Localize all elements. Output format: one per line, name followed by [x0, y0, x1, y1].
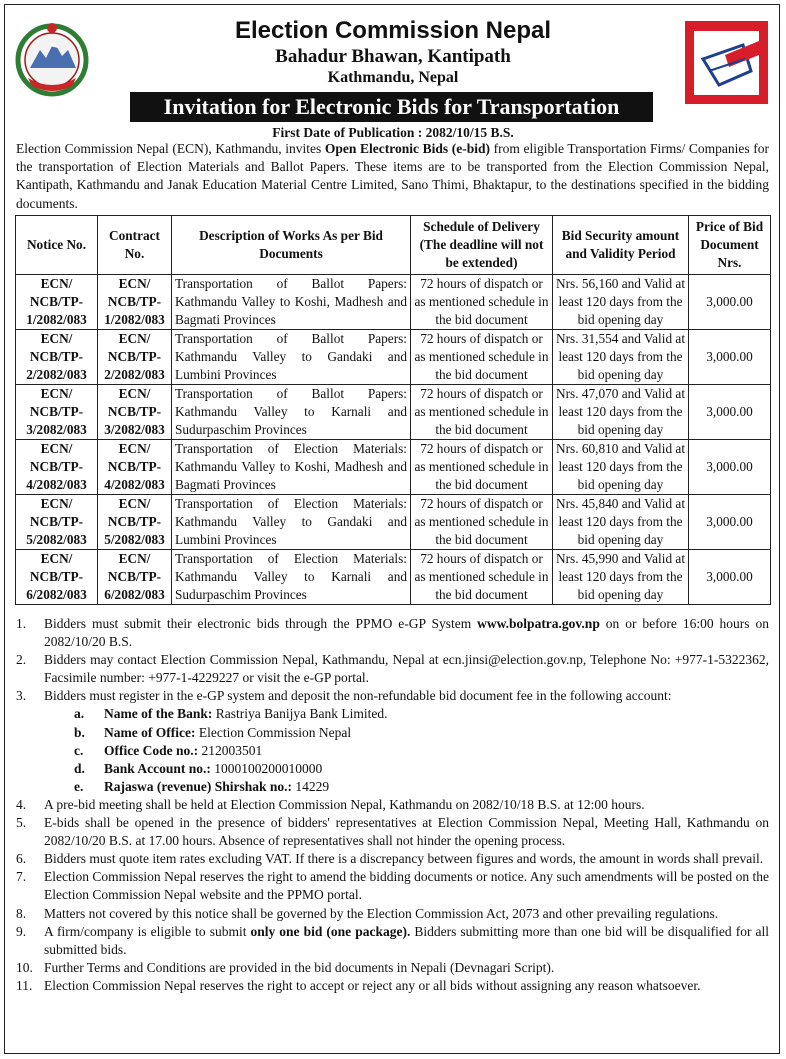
contract-no-cell: ECN/ NCB/TP- 6/2082/083: [98, 550, 172, 605]
list-item-text: Bidders must quote item rates excluding VAT. If there is a discrepancy between figures and words, the amount in words shall prevail.: [44, 851, 764, 867]
list-item-text: only one bid (one package).: [250, 923, 411, 939]
list-item: [16, 977, 769, 995]
bank-account-item: [74, 760, 769, 778]
header-schedule: Schedule of Delivery (The deadline will not be extended): [411, 216, 553, 275]
price-cell: 3,000.00: [689, 495, 771, 550]
header-price: Price of Bid Document Nrs.: [689, 216, 771, 275]
list-item-text: Bidders may contact Election Commission Nepal, Kathmandu, Nepal at ecn.jinsi@election.gov.np, Telephone No: +977-1-5322362, Facsimile number: +977-1-4229227 or visit the e-GP portal.: [44, 652, 769, 686]
bank-account-key: Bank Account no.:: [104, 760, 211, 776]
schedule-cell: 72 hours of dispatch or as mentioned schedule in the bid document: [411, 275, 553, 330]
table-row: [16, 550, 771, 605]
bids-table: [15, 215, 771, 605]
list-item-text: E-bids shall be opened in the presence of bidders' representatives at Election Commission Nepal, Meeting Hall, Kathmandu on 2082/10/20 B.S. at 17.00 hours. Absence of representatives shall not hinder the opening process.: [44, 815, 769, 849]
table-row: [16, 385, 771, 440]
notice-no-cell: ECN/ NCB/TP- 5/2082/083: [16, 495, 98, 550]
notice-no-cell: ECN/ NCB/TP- 6/2082/083: [16, 550, 98, 605]
schedule-cell: 72 hours of dispatch or as mentioned schedule in the bid document: [411, 495, 553, 550]
table-row: [16, 275, 771, 330]
bid-security-cell: Nrs. 47,070 and Valid at least 120 days from the bid opening day: [553, 385, 689, 440]
bid-security-cell: Nrs. 56,160 and Valid at least 120 days from the bid opening day: [553, 275, 689, 330]
contract-no-cell: ECN/ NCB/TP- 5/2082/083: [98, 495, 172, 550]
org-name: Election Commission Nepal: [234, 17, 552, 44]
header-bid-security: Bid Security amount and Validity Period: [553, 216, 689, 275]
intro-paragraph: Election Commission Nepal (ECN), Kathmandu, invites Open Electronic Bids (e-bid) from eligible Transportation Firms/ Companies for the transportation of Election Materials and Ballot Papers. These items are to be transported from the Election Commission Nepal, Kantipath, Kathmandu and Janak Education Material Centre Limited, Sano Thimi, Bhaktapur, to the destinations specified in the bidding documents.: [16, 141, 769, 211]
description-cell: Transportation of Election Materials: Kathmandu Valley to Karnali and Sudurpaschim Provinces: [172, 550, 411, 605]
bank-account-value: Election Commission Nepal: [195, 724, 352, 740]
header-contract-no: Contract No.: [98, 216, 172, 275]
bid-security-cell: Nrs. 31,554 and Valid at least 120 days from the bid opening day: [553, 330, 689, 385]
list-item-text: on or before 16:00 hours on 2082/10/20 B.S.: [44, 616, 769, 650]
bank-account-letter: b.: [74, 724, 85, 740]
list-item-text: Further Terms and Conditions are provided in the bid documents in Nepali (Devnagari Script).: [44, 959, 555, 975]
bank-account-item: [74, 778, 769, 796]
bank-account-value: 1000100200010000: [210, 760, 323, 776]
notice-no-cell: ECN/ NCB/TP- 4/2082/083: [16, 440, 98, 495]
list-item-number: 1.: [16, 616, 27, 631]
org-address-line-1: Bahadur Bhawan, Kantipath: [275, 46, 511, 67]
notice-no-cell: ECN/ NCB/TP- 3/2082/083: [16, 385, 98, 440]
list-item: [16, 923, 769, 959]
bank-account-key: Rajaswa (revenue) Shirshak no.:: [104, 778, 293, 794]
description-cell: Transportation of Ballot Papers: Kathmandu Valley to Gandaki and Lumbini Provinces: [172, 330, 411, 385]
list-item-text: Bidders submitting more than one bid will be disqualified for all submitted bids.: [44, 923, 769, 957]
contract-no-cell: ECN/ NCB/TP- 4/2082/083: [98, 440, 172, 495]
list-item-number: 8.: [16, 905, 27, 921]
bank-account-letter: a.: [74, 706, 85, 722]
list-item-number: 4.: [16, 796, 27, 812]
list-item: [16, 868, 769, 904]
list-item-text: Matters not covered by this notice shall be governed by the Election Commission Act, 2073 and other prevailing regulations.: [44, 905, 719, 921]
list-item: [16, 687, 769, 796]
notice-title: Invitation for Electronic Bids for Transportation: [130, 92, 653, 122]
bank-account-key: Office Code no.:: [104, 742, 199, 758]
bank-account-letter: c.: [74, 742, 84, 758]
table-row: [16, 495, 771, 550]
schedule-cell: 72 hours of dispatch or as mentioned schedule in the bid document: [411, 440, 553, 495]
list-item: [16, 959, 769, 977]
schedule-cell: 72 hours of dispatch or as mentioned schedule in the bid document: [411, 385, 553, 440]
bid-security-cell: Nrs. 45,840 and Valid at least 120 days from the bid opening day: [553, 495, 689, 550]
description-cell: Transportation of Election Materials: Kathmandu Valley to Koshi, Madhesh and Bagmati Provinces: [172, 440, 411, 495]
price-cell: 3,000.00: [689, 550, 771, 605]
list-item-number: 2.: [16, 652, 27, 668]
bank-account-letter: e.: [74, 778, 84, 794]
description-cell: Transportation of Election Materials: Kathmandu Valley to Gandaki and Lumbini Provinces: [172, 495, 411, 550]
list-item-number: 3.: [16, 688, 27, 704]
org-address-line-2: Kathmandu, Nepal: [327, 69, 459, 86]
price-cell: 3,000.00: [689, 275, 771, 330]
list-item: [16, 651, 769, 687]
list-item-text: A firm/company is eligible to submit: [44, 923, 251, 939]
list-item-number: 10.: [16, 959, 33, 975]
price-cell: 3,000.00: [689, 330, 771, 385]
list-item-text: Election Commission Nepal reserves the right to accept or reject any or all bids without assigning any reason whatsoever.: [44, 977, 701, 993]
bank-account-list: [44, 705, 769, 795]
bank-account-key: Name of Office:: [104, 724, 196, 740]
price-cell: 3,000.00: [689, 385, 771, 440]
list-item: [16, 796, 769, 814]
list-item-text: A pre-bid meeting shall be held at Election Commission Nepal, Kathmandu on 2082/10/18 B.S. at 12:00 hours.: [44, 796, 645, 812]
contract-no-cell: ECN/ NCB/TP- 3/2082/083: [98, 385, 172, 440]
list-item-number: 11.: [16, 977, 33, 993]
bid-security-cell: Nrs. 60,810 and Valid at least 120 days from the bid opening day: [553, 440, 689, 495]
list-item: [16, 814, 769, 850]
list-item: [16, 615, 769, 651]
list-item-text: Bidders must register in the e-GP system and deposit the non-refundable bid document fee in the following account:: [44, 688, 672, 704]
schedule-cell: 72 hours of dispatch or as mentioned schedule in the bid document: [411, 550, 553, 605]
bank-account-value: 14229: [292, 778, 330, 794]
list-item-number: 7.: [16, 869, 27, 885]
header-notice-no: Notice No.: [16, 216, 98, 275]
list-item-number: 6.: [16, 851, 27, 867]
list-item: [16, 905, 769, 923]
list-item-number: 9.: [16, 923, 27, 939]
contract-no-cell: ECN/ NCB/TP- 2/2082/083: [98, 330, 172, 385]
description-cell: Transportation of Ballot Papers: Kathmandu Valley to Koshi, Madhesh and Bagmati Provinces: [172, 275, 411, 330]
list-item-text: Bidders must submit their electronic bids through the PPMO e-GP System: [44, 616, 478, 631]
table-row: [16, 440, 771, 495]
description-cell: Transportation of Ballot Papers: Kathmandu Valley to Karnali and Sudurpaschim Provinces: [172, 385, 411, 440]
contract-no-cell: ECN/ NCB/TP- 1/2082/083: [98, 275, 172, 330]
table-header-row: [16, 216, 771, 275]
publication-date: First Date of Publication : 2082/10/15 B.S.: [272, 125, 514, 140]
table-row: [16, 330, 771, 385]
notice-no-cell: ECN/ NCB/TP- 2/2082/083: [16, 330, 98, 385]
bank-account-item: [74, 705, 769, 723]
bank-account-value: Rastriya Banijya Bank Limited.: [212, 706, 388, 722]
bank-account-key: Name of the Bank:: [104, 706, 213, 722]
list-item: [16, 850, 769, 868]
list-item-text: www.bolpatra.gov.np: [477, 616, 600, 631]
terms-list: [16, 615, 769, 995]
bank-account-value: 212003501: [198, 742, 263, 758]
list-item-text: Election Commission Nepal reserves the right to amend the bidding documents or notice. Any such amendments will be posted on the Election Commission Nepal website and the PPMO portal.: [44, 869, 769, 903]
price-cell: 3,000.00: [689, 440, 771, 495]
notice-no-cell: ECN/ NCB/TP- 1/2082/083: [16, 275, 98, 330]
header-description: Description of Works As per Bid Documents: [172, 216, 411, 275]
bid-security-cell: Nrs. 45,990 and Valid at least 120 days from the bid opening day: [553, 550, 689, 605]
bank-account-item: [74, 724, 769, 742]
list-item-number: 5.: [16, 815, 27, 831]
bank-account-letter: d.: [74, 760, 85, 776]
schedule-cell: 72 hours of dispatch or as mentioned schedule in the bid document: [411, 330, 553, 385]
bank-account-item: [74, 742, 769, 760]
